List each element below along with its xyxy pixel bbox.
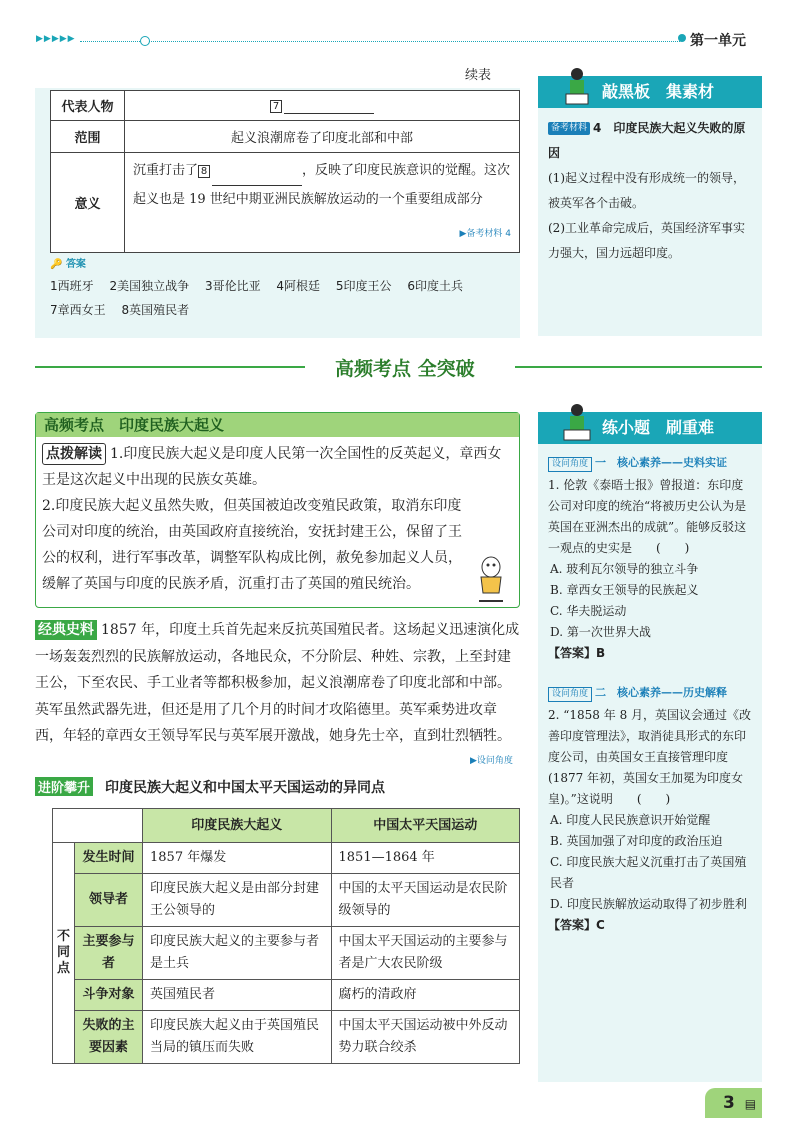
row-content: 起义浪潮席卷了印度北部和中部 [125, 121, 520, 153]
table-cell: 中国的太平天国运动是农民阶级领导的 [331, 874, 520, 927]
advanced-title: 印度民族大起义和中国太平天国运动的异同点 [105, 780, 386, 796]
option-b[interactable]: B. 章西女王领导的民族起义 [550, 583, 699, 597]
advanced-heading [35, 777, 520, 797]
option-c[interactable]: C. 印度民族大起义沉重打击了英国殖民者 [550, 855, 747, 890]
practice-panel [538, 412, 762, 1082]
table-cell: 中国太平天国运动被中外反动势力联合绞杀 [331, 1011, 520, 1064]
key-point-header: 高频考点 印度民族大起义 [36, 413, 519, 437]
answer-item: 1西班牙 [50, 279, 94, 293]
answer-1: 【答案】B [548, 646, 606, 660]
row-label: 意义 [51, 153, 125, 253]
column-header: 中国太平天国运动 [331, 809, 520, 843]
group-label: 不同点 [53, 843, 75, 1064]
meaning-pre: 沉重打击了 [133, 163, 199, 178]
section-banner [35, 354, 762, 380]
option-a[interactable]: A. 印度人民民族意识开始觉醒 [550, 813, 711, 827]
empty-header-cell [53, 809, 143, 843]
row-label: 领导者 [75, 874, 143, 927]
answer-item: 8英国殖民者 [121, 303, 190, 317]
blank-number: 8 [198, 165, 210, 178]
key-point-p1-text: 1.印度民族大起义是印度人民第一次全国性的反英起义，章西女王是这次起义中出现的民族女英雄。 [42, 446, 502, 488]
table-cell: 中国太平天国运动的主要参与者是广大农民阶级 [331, 927, 520, 980]
key-point-p1 [42, 441, 509, 493]
material-panel-body [538, 108, 762, 274]
question-head: 二 核心素养——历史解释 [595, 686, 728, 699]
row-label: 范围 [51, 121, 125, 153]
table-row [51, 153, 520, 253]
table-row [53, 980, 520, 1011]
meaning-post: ，反映了印度民族意识的觉醒。这次起义也是 19 世纪中期亚洲民族解放运动的一个重要组成部分 [133, 163, 511, 207]
row-label: 代表人物 [51, 91, 125, 121]
page-number-text: 3 [723, 1093, 735, 1113]
banner-line-right [515, 366, 762, 368]
mascot-icon [469, 553, 513, 603]
page-number [705, 1088, 762, 1118]
question-1-text: 1. 伦敦《泰晤士报》曾报道：东印度公司对印度的统治“将被历史公认为是英国在亚洲杰出的成就”。能够反驳这一观点的史实是 ( ) [548, 478, 747, 555]
row-label: 发生时间 [75, 843, 143, 874]
column-header: 印度民族大起义 [143, 809, 332, 843]
option-a[interactable]: A. 玻利瓦尔领导的独立斗争 [550, 562, 699, 576]
material-point: (1)起义过程中没有形成统一的领导，被英军各个击破。 [548, 171, 745, 210]
page-header [0, 30, 800, 52]
table-row [53, 843, 520, 874]
answer-item: 6印度土兵 [407, 279, 463, 293]
classic-source [35, 617, 520, 750]
key-point-box [35, 412, 520, 608]
answer-tag: 🔑 答案 [50, 259, 86, 270]
blank-number: 7 [270, 100, 282, 113]
table-cell: 腐朽的清政府 [331, 980, 520, 1011]
material-panel-title: 敲黑板 集素材 [602, 82, 715, 101]
student-figure-icon [560, 402, 594, 442]
answer-item: 2美国独立战争 [109, 279, 190, 293]
key-point-p2: 2.印度民族大起义虽然失败，但英国被迫改变殖民政策，取消东印度公司对印度的统治，由英国政府直接统治，安抚封建王公，保留了王公的权利，进行军事改革，调整军队构成比例，赦免参加起义人员，缓解了英国与印度的民族矛盾，沉重打击了英国的殖民统治。 [42, 498, 462, 592]
practice-panel-title: 练小题 刷重难 [602, 418, 715, 437]
question-2-head [548, 682, 752, 703]
answer-item: 5印度王公 [335, 279, 392, 293]
material-title-text: 4 印度民族大起义失败的原因 [548, 121, 746, 160]
material-title [548, 116, 752, 166]
arrow-decoration-icon: ▶▶▶▶▶ [36, 34, 76, 44]
table-cell: 印度民族大起义是由部分封建王公领导的 [143, 874, 332, 927]
answer-item: 4阿根廷 [276, 279, 321, 293]
table-row [51, 121, 520, 153]
row-content [125, 91, 520, 121]
material-panel [538, 76, 762, 336]
header-divider [80, 41, 680, 42]
classic-source-text: 1857 年，印度土兵首先起来反抗英国殖民者。这场起义迅速演化成一场轰轰烈烈的民族解放运动，各地民众，不分阶层、种姓、宗教，上至封建王公，下至农民、手工业者等都积极参加，起义浪潮席卷了印度北部和中部。英军虽然武器先进，但还是用了几个月的时间才攻陷德里。英军乘势进攻章西，年轻的章西女王领导军民与英军展开激战，她身先士卒，直到壮烈牺牲。 [35, 622, 520, 744]
material-panel-header [538, 76, 762, 108]
question-head: 一 核心素养——史料实证 [595, 456, 728, 469]
row-label: 斗争对象 [75, 980, 143, 1011]
answer-item: 3哥伦比亚 [204, 279, 261, 293]
practice-panel-header [538, 412, 762, 444]
table-row [53, 1011, 520, 1064]
table-cell: 印度民族大起义由于英国殖民当局的镇压而失败 [143, 1011, 332, 1064]
question-2-text: 2. “1858 年 8 月，英国议会通过《改善印度管理法》，取消徒具形式的东印度公司，由英国女王直接管理印度(1877 年初，英国女王加冕为印度女皇)。”这说明 ( ) [548, 708, 752, 806]
reference-link[interactable]: ▶备考材料 4 [459, 229, 511, 239]
table-cell: 1857 年爆发 [143, 843, 332, 874]
key-point-tag: 点拨解读 [42, 443, 106, 465]
answer-item: 7章西女王 [50, 303, 106, 317]
book-icon: ▤ [744, 1097, 757, 1111]
fill-blank [284, 98, 374, 114]
table-cell: 印度民族大起义的主要参与者是土兵 [143, 927, 332, 980]
teacher-figure-icon [560, 66, 594, 106]
row-label: 主要参与者 [75, 927, 143, 980]
answer-tag-label: 答案 [65, 259, 86, 270]
question-angle-link[interactable]: ▶设问角度 [470, 756, 513, 766]
table-header-row [53, 809, 520, 843]
classic-source-tag: 经典史料 [35, 620, 97, 640]
answer-box [50, 255, 520, 322]
ring-decoration-icon [140, 36, 150, 46]
continued-label: 续表 [465, 68, 492, 83]
comparison-table [52, 808, 520, 1064]
banner-title: 高频考点 全突破 [335, 358, 475, 380]
advanced-tag: 进阶攀升 [35, 777, 93, 796]
material-tag: 备考材料 [548, 122, 590, 135]
option-b[interactable]: B. 英国加强了对印度的政治压迫 [550, 834, 723, 848]
practice-body [538, 444, 762, 944]
question-tag: 设问角度 [548, 687, 592, 702]
question-1-head [548, 452, 752, 473]
material-point: (2)工业革命完成后，英国经济军事实力强大，国力远超印度。 [548, 221, 745, 260]
table-cell: 1851—1864 年 [331, 843, 520, 874]
question-tag: 设问角度 [548, 457, 592, 472]
table-cell: 英国殖民者 [143, 980, 332, 1011]
key-point-body [36, 437, 519, 597]
table-row [53, 927, 520, 980]
option-d[interactable]: D. 第一次世界大战 [550, 625, 651, 639]
row-label: 失败的主要因素 [75, 1011, 143, 1064]
table-row [51, 91, 520, 121]
fill-blank [212, 157, 302, 186]
table-row [53, 874, 520, 927]
answer-list [50, 274, 520, 322]
option-c[interactable]: C. 华夫脱运动 [550, 604, 627, 618]
top-table [50, 90, 520, 253]
unit-title: 第一单元 [690, 30, 746, 50]
row-content [125, 153, 520, 253]
answer-2: 【答案】C [548, 918, 605, 932]
banner-line-left [35, 366, 305, 368]
option-d[interactable]: D. 印度民族解放运动取得了初步胜利 [550, 897, 747, 911]
